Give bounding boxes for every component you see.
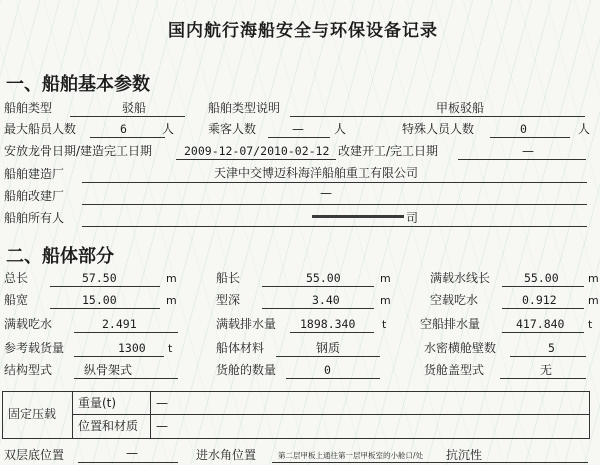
full-disp-underline xyxy=(290,332,374,333)
ballast-weight-label: 重量(t) xyxy=(78,396,117,410)
light-disp-label: 空船排水量 xyxy=(420,317,481,331)
light-draft-label: 空载吃水 xyxy=(430,293,479,307)
length-unit: m xyxy=(380,272,391,285)
ship-type-desc-underline xyxy=(290,116,585,117)
ballast-position-value: — xyxy=(156,419,168,433)
cargo-value: 1300 xyxy=(118,341,146,355)
material-value: 钢质 xyxy=(316,341,341,355)
light-disp-underline xyxy=(502,332,584,333)
ballast-position-label: 位置和材质 xyxy=(78,419,139,433)
conversion-date-label: 改建开工/完工日期 xyxy=(338,144,439,158)
hatch-value: 无 xyxy=(540,363,553,377)
light-disp-unit: t xyxy=(588,318,593,331)
cargo-unit: t xyxy=(168,342,173,355)
frame-value: 纵骨架式 xyxy=(84,363,133,377)
depth-underline xyxy=(262,308,374,309)
ship-type-desc-label: 船舶类型说明 xyxy=(208,101,281,115)
light-draft-unit: m xyxy=(588,294,599,307)
loa-underline xyxy=(50,286,160,287)
double-bottom-value: — xyxy=(126,446,138,460)
cargo-underline xyxy=(74,356,164,357)
holds-label: 货舱的数量 xyxy=(216,363,277,377)
converter-value: — xyxy=(320,186,332,200)
length-value: 55.00 xyxy=(306,271,341,285)
breadth-unit: m xyxy=(166,294,177,307)
ship-type-label: 船舶类型 xyxy=(4,101,53,115)
light-disp-value: 417.840 xyxy=(516,317,565,331)
section-2-heading: 二、船体部分 xyxy=(6,246,114,267)
ship-type-value: 驳船 xyxy=(122,101,147,115)
loa-value: 57.50 xyxy=(82,271,117,285)
converter-label: 船舶改建厂 xyxy=(4,189,65,203)
full-draft-value: 2.491 xyxy=(102,317,137,331)
holds-underline xyxy=(286,378,380,379)
crew-underline xyxy=(90,137,165,138)
double-bottom-underline xyxy=(78,462,178,463)
depth-value: 3.40 xyxy=(312,293,340,307)
full-draft-underline xyxy=(74,332,178,333)
keel-date-value: 2009-12-07/2010-02-12 xyxy=(184,144,330,158)
owner-underline xyxy=(82,226,587,227)
bulkhead-value: 5 xyxy=(548,341,555,355)
builder-label: 船舶建造厂 xyxy=(4,167,65,181)
lwl-unit: m xyxy=(588,272,599,285)
passenger-underline xyxy=(268,137,330,138)
special-label: 特殊人员人数 xyxy=(402,122,475,136)
builder-underline xyxy=(82,182,587,183)
frame-underline xyxy=(74,378,178,379)
flood-angle-underline xyxy=(272,462,588,463)
light-draft-value: 0.912 xyxy=(522,293,557,307)
crew-label: 最大船员人数 xyxy=(4,122,77,136)
passenger-label: 乘客人数 xyxy=(208,122,257,136)
ship-type-desc-value: 甲板驳船 xyxy=(436,101,485,115)
loa-label: 总长 xyxy=(4,271,29,285)
light-draft-underline xyxy=(502,308,584,309)
full-disp-value: 1898.340 xyxy=(300,317,356,331)
crew-value: 6 xyxy=(120,122,127,136)
passenger-value: — xyxy=(292,122,304,136)
section-1-heading: 一、船舶基本参数 xyxy=(6,74,150,95)
breadth-value: 15.00 xyxy=(82,293,117,307)
crew-unit: 人 xyxy=(162,122,175,136)
converter-underline xyxy=(82,204,587,205)
flood-angle-value: 第二层甲板上通往第一层甲板室的小舱口/处 xyxy=(278,451,424,460)
lwl-value: 55.00 xyxy=(524,271,559,285)
loa-unit: m xyxy=(166,272,177,285)
material-label: 船体材料 xyxy=(216,341,265,355)
double-bottom-label: 双层底位置 xyxy=(4,448,65,462)
hatch-underline xyxy=(500,378,586,379)
full-draft-label: 满载吃水 xyxy=(4,317,53,331)
special-value: 0 xyxy=(520,122,527,136)
passenger-unit: 人 xyxy=(334,122,347,136)
builder-value: 天津中交博迈科海洋船舶重工有限公司 xyxy=(214,166,419,180)
special-unit: 人 xyxy=(578,122,591,136)
conversion-date-underline xyxy=(458,159,586,160)
breadth-underline xyxy=(50,308,160,309)
document-title: 国内航行海船安全与环保设备记录 xyxy=(168,21,438,41)
full-disp-label: 满载排水量 xyxy=(216,317,277,331)
depth-label: 型深 xyxy=(216,293,241,307)
owner-label: 船舶所有人 xyxy=(4,211,65,225)
special-underline xyxy=(490,137,570,138)
ballast-label: 固定压载 xyxy=(8,407,57,421)
ship-type-underline xyxy=(70,116,185,117)
frame-label: 结构型式 xyxy=(4,363,53,377)
keel-date-label: 安放龙骨日期/建造完工日期 xyxy=(4,144,153,158)
cargo-label: 参考载货量 xyxy=(4,341,65,355)
owner-redaction-bar xyxy=(312,215,404,218)
lwl-underline xyxy=(502,286,584,287)
bulkhead-underline xyxy=(510,356,586,357)
owner-value-tail: 司 xyxy=(406,211,419,225)
length-underline xyxy=(262,286,374,287)
ballast-row-divider xyxy=(72,414,589,415)
ballast-weight-value: — xyxy=(156,396,168,410)
conversion-date-value: — xyxy=(522,144,534,158)
depth-unit: m xyxy=(380,294,391,307)
flood-angle-label: 进水角位置 xyxy=(196,448,257,462)
material-underline xyxy=(276,356,380,357)
bulkhead-label: 水密横舱壁数 xyxy=(424,341,497,355)
lwl-label: 满载水线长 xyxy=(430,271,491,285)
full-disp-unit: t xyxy=(382,318,387,331)
breadth-label: 船宽 xyxy=(4,293,29,307)
flood-extra-text: 抗沉性 xyxy=(446,448,483,462)
holds-value: 0 xyxy=(324,363,331,377)
hatch-label: 货舱盖型式 xyxy=(424,363,485,377)
length-label: 船长 xyxy=(216,271,241,285)
keel-date-underline xyxy=(176,159,336,160)
